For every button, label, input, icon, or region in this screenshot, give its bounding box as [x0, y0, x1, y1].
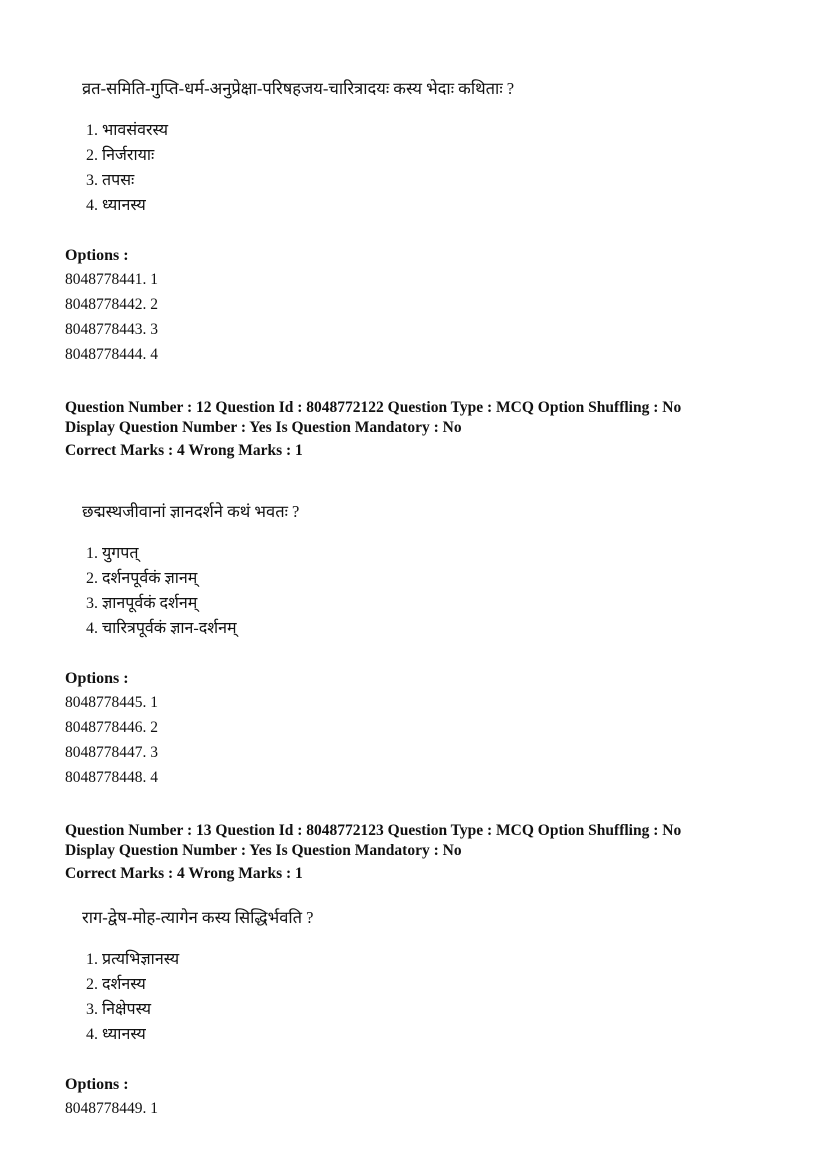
choice-item: 4. ध्यानस्य: [86, 197, 146, 214]
question-meta: Display Question Number : Yes Is Question Mandatory : No: [65, 842, 462, 859]
question-meta: Question Number : 12 Question Id : 8048772122 Question Type : MCQ Option Shuffling : No: [65, 399, 682, 416]
option-row: 8048778446. 2: [65, 719, 158, 736]
question-text: छद्मस्थजीवानां ज्ञानदर्शने कथं भवतः ?: [82, 502, 300, 521]
option-row: 8048778447. 3: [65, 744, 158, 761]
options-heading: Options :: [65, 247, 129, 264]
choice-item: 1. प्रत्यभिज्ञानस्य: [86, 951, 180, 968]
question-meta: Question Number : 13 Question Id : 8048772123 Question Type : MCQ Option Shuffling : No: [65, 822, 682, 839]
question-text: राग-द्वेष-मोह-त्यागेन कस्य सिद्धिर्भवति ?: [82, 908, 314, 927]
option-row: 8048778445. 1: [65, 694, 158, 711]
option-row: 8048778443. 3: [65, 321, 158, 338]
option-row: 8048778448. 4: [65, 769, 158, 786]
question-marks: Correct Marks : 4 Wrong Marks : 1: [65, 442, 303, 459]
question-text: व्रत-समिति-गुप्ति-धर्म-अनुप्रेक्षा-परिषहजय-चारित्रादयः कस्य भेदाः कथिताः ?: [82, 79, 515, 98]
choice-item: 3. निक्षेपस्य: [86, 1001, 152, 1018]
option-row: 8048778442. 2: [65, 296, 158, 313]
choice-item: 3. तपसः: [86, 172, 135, 189]
options-heading: Options :: [65, 1076, 129, 1093]
question-meta: Display Question Number : Yes Is Question Mandatory : No: [65, 419, 462, 436]
option-row: 8048778441. 1: [65, 271, 158, 288]
choice-item: 2. दर्शनपूर्वकं ज्ञानम्: [86, 570, 198, 587]
option-row: 8048778449. 1: [65, 1100, 158, 1117]
choice-item: 2. दर्शनस्य: [86, 976, 146, 993]
choice-item: 3. ज्ञानपूर्वकं दर्शनम्: [86, 595, 198, 612]
choice-item: 1. भावसंवरस्य: [86, 122, 169, 139]
options-heading: Options :: [65, 670, 129, 687]
choice-item: 2. निर्जरायाः: [86, 147, 155, 164]
option-row: 8048778444. 4: [65, 346, 158, 363]
question-marks: Correct Marks : 4 Wrong Marks : 1: [65, 865, 303, 882]
choice-item: 4. ध्यानस्य: [86, 1026, 146, 1043]
choice-item: 1. युगपत्: [86, 545, 139, 562]
choice-item: 4. चारित्रपूर्वकं ज्ञान-दर्शनम्: [86, 620, 237, 637]
